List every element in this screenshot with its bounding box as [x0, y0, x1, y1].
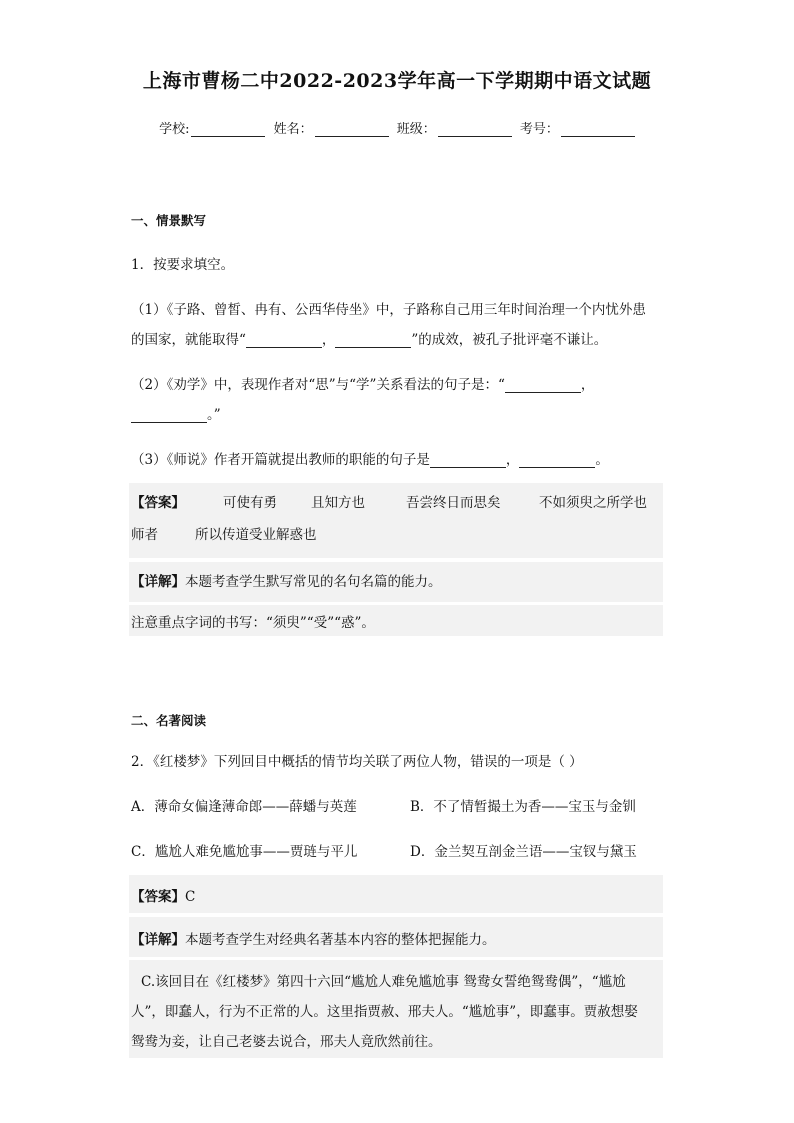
q2-detail-box — [129, 917, 663, 957]
q1-sub3-text-c: 。 — [595, 452, 609, 468]
q2-option-a: A．薄命女偏逢薄命郎——薛蟠与英莲 — [131, 799, 357, 815]
q2-explanation-line: 鸳鸯为妾，让自己老婆去说合，邢夫人竟欣然前往。 — [131, 1034, 442, 1050]
q2-detail-label: 【详解】 — [131, 932, 185, 948]
class-blank — [438, 122, 512, 137]
section-title-2: 二、名著阅读 — [131, 713, 207, 728]
q2-detail — [131, 928, 496, 948]
name-blank — [315, 122, 389, 137]
q2-option-b: B．不了情暂撮土为香——宝玉与金钏 — [410, 799, 636, 815]
q1-answer-item: 师者 — [131, 527, 158, 543]
q2-answer-label: 【答案】 — [131, 889, 185, 905]
exam-number-field — [520, 118, 635, 137]
q1-answer-box — [129, 483, 663, 558]
q1-answer-item: 可使有勇 — [223, 495, 277, 511]
q1-answer-item: 且知方也 — [311, 495, 365, 511]
q1-sub1-blank-2 — [335, 333, 411, 348]
name-field — [274, 118, 389, 137]
q1-detail-box — [129, 562, 663, 602]
q1-detail-label: 【详解】 — [131, 574, 185, 590]
class-label: 班级： — [396, 122, 436, 137]
school-field — [159, 118, 265, 137]
q1-sub2-blank-2 — [131, 408, 207, 423]
q1-sub1-line1: （1）《子路、曾皙、冉有、公西华侍坐》中，子路称自己用三年时间治理一个内忧外患 — [131, 302, 646, 318]
q1-answer-line2 — [131, 523, 317, 543]
q2-answer-value: C — [185, 889, 196, 905]
q1-sub1-text-b: ， — [321, 332, 336, 348]
exam-number-label: 考号： — [519, 122, 559, 137]
q1-sub3-text-a: （3）《师说》作者开篇就提出教师的职能的句子是 — [131, 452, 430, 468]
q1-sub2-text-b: ， — [580, 377, 595, 393]
q2-explanation-line: C.该回目在《红楼梦》第四十六回“尴尬人难免尴尬事 鸳鸯女誓绝鸳鸯偶”，“尴尬 — [141, 974, 626, 990]
q1-detail-text: 本题考查学生默写常见的名句名篇的能力。 — [185, 574, 442, 590]
exam-number-blank — [561, 122, 635, 137]
q1-answer-label: 【答案】 — [131, 495, 185, 511]
q1-sub2-text-c: 。” — [207, 407, 221, 423]
q2-detail-text: 本题考查学生对经典名著基本内容的整体把握能力。 — [185, 932, 496, 948]
q2-explanation-box — [129, 960, 663, 1058]
q2-option-c: C．尴尬人难免尴尬事——贾琏与平儿 — [131, 844, 358, 860]
q1-sub3-text-b: ， — [505, 452, 520, 468]
q1-sub2-line1 — [131, 373, 663, 393]
q1-sub1-text-a: 的国家，就能取得“ — [131, 332, 246, 348]
q1-sub2-text-a: （2）《劝学》中，表现作者对“思”与“学”关系看法的句子是：“ — [131, 377, 505, 393]
q2-answer-box — [129, 875, 663, 913]
q1-sub3-blank-1 — [430, 453, 506, 468]
q1-sub2-line2 — [131, 403, 663, 423]
q2-answer — [131, 885, 195, 905]
student-info-row — [0, 118, 794, 137]
q1-sub1-blank-1 — [246, 333, 322, 348]
q1-sub3-blank-2 — [519, 453, 595, 468]
q1-answer-line1 — [131, 491, 647, 511]
school-label: 学校: — [159, 122, 190, 137]
q1-sub3 — [131, 448, 663, 468]
q1-sub1-text-c: ”的成效，被孔子批评毫不谦让。 — [411, 332, 608, 348]
q1-stem: 1．按要求填空。 — [131, 257, 235, 273]
q2-explanation-line: 人”，即蠢人，行为不正常的人。这里指贾赦、邢夫人。“尴尬事”，即蠢事。贾赦想娶 — [131, 1004, 638, 1020]
class-field — [397, 118, 512, 137]
q1-answer-item: 所以传道受业解惑也 — [195, 527, 317, 543]
page-title: 上海市曹杨二中2022-2023学年高一下学期期中语文试题 — [142, 70, 652, 92]
q1-note: 注意重点字词的书写：“须臾”“受”“惑”。 — [131, 615, 375, 631]
section-title-1: 一、情景默写 — [131, 213, 207, 228]
q1-answer-item: 不如须臾之所学也 — [539, 495, 647, 511]
q2-stem: 2．《红楼梦》下列回目中概括的情节均关联了两位人物，错误的一项是（ ） — [131, 754, 583, 770]
q1-detail — [131, 570, 442, 590]
name-label: 姓名： — [273, 122, 313, 137]
q1-sub1-line2 — [131, 328, 663, 348]
q1-answer-item: 吾尝终日而思矣 — [406, 495, 501, 511]
school-blank — [191, 122, 265, 137]
q1-note-box — [129, 605, 663, 636]
q2-option-d: D．金兰契互剖金兰语——宝钗与黛玉 — [410, 844, 637, 860]
q1-sub2-blank-1 — [505, 378, 581, 393]
